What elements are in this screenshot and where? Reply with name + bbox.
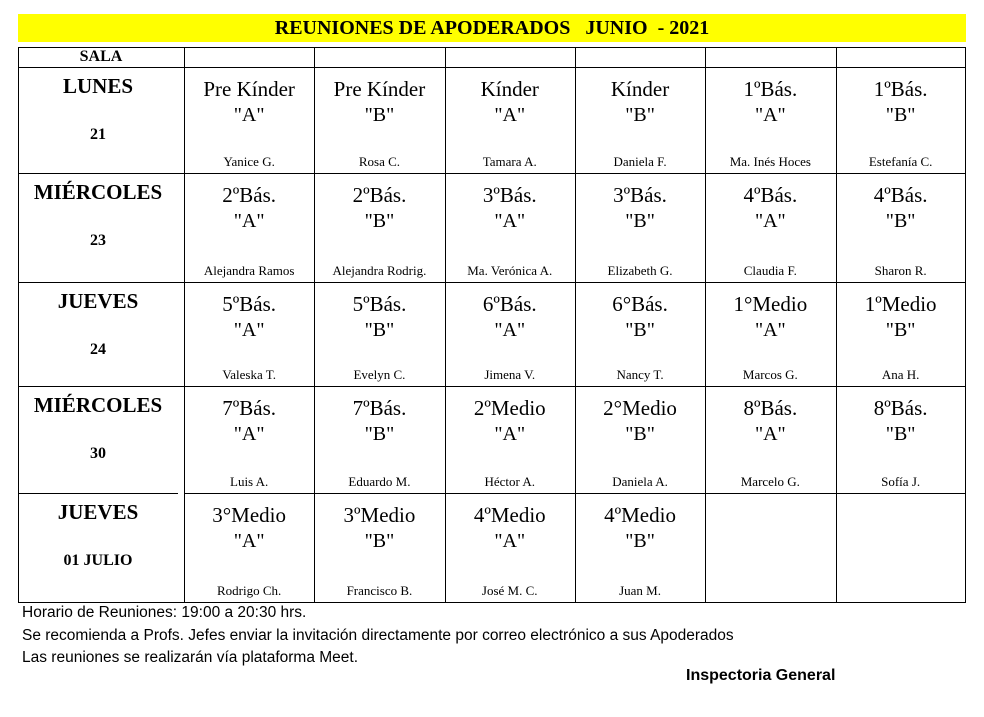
class-section: "B" [364, 104, 395, 126]
class-cell [835, 174, 965, 282]
class-section: "A" [233, 319, 265, 341]
class-section: "B" [885, 210, 916, 232]
row-divider-2 [18, 282, 966, 283]
schedule-row [18, 68, 966, 173]
class-grade: 2ºMedio [473, 396, 546, 420]
day-date: 23 [90, 232, 106, 249]
grid-border-bottom [18, 602, 966, 603]
class-grade: Pre Kínder [333, 77, 426, 101]
class-cell [705, 68, 835, 173]
class-cell [184, 494, 314, 602]
day-cell [18, 494, 184, 602]
class-section: "A" [494, 319, 526, 341]
class-section: "A" [233, 210, 265, 232]
class-grade: 7ºBás. [352, 396, 407, 420]
class-cell [705, 174, 835, 282]
class-teacher: José M. C. [481, 583, 538, 598]
col-divider-6 [836, 47, 837, 603]
day-cell [18, 283, 184, 386]
class-grade: 3ºBás. [613, 183, 667, 207]
class-section: "A" [494, 104, 526, 126]
class-cell [184, 68, 314, 173]
class-grade: 1ºBás. [873, 77, 928, 101]
class-cell [445, 68, 575, 173]
class-section: "B" [625, 530, 655, 552]
schedule-row [18, 494, 966, 602]
row-divider-3 [18, 386, 966, 387]
col-divider-4 [575, 47, 576, 603]
day-cell [18, 174, 184, 282]
col-divider-5 [705, 47, 706, 603]
class-teacher: Daniela F. [613, 154, 667, 169]
class-teacher: Rosa C. [358, 154, 401, 169]
grid-border-top [18, 47, 966, 48]
class-grade: 8ºBás. [743, 396, 798, 420]
class-grade: 6°Bás. [612, 292, 668, 316]
class-grade: 2°Medio [603, 396, 677, 420]
class-cell [575, 494, 705, 602]
col-divider-2 [314, 47, 315, 603]
class-cell [445, 494, 575, 602]
day-name: MIÉRCOLES [33, 393, 163, 417]
class-teacher: Valeska T. [222, 367, 276, 382]
day-name: LUNES [62, 74, 134, 98]
class-teacher: Evelyn C. [353, 367, 406, 382]
class-cell [575, 283, 705, 386]
class-cell [184, 283, 314, 386]
class-teacher: Alejandra Rodrig. [332, 263, 427, 278]
class-cell [705, 387, 835, 493]
class-cell [314, 283, 444, 386]
class-section: "A" [754, 319, 786, 341]
class-grade: 3ºBás. [482, 183, 537, 207]
class-teacher: Daniela A. [612, 474, 668, 489]
class-grade: Kínder [610, 77, 670, 101]
day-name: MIÉRCOLES [33, 180, 163, 204]
header-row-divider [18, 67, 966, 68]
class-section: "B" [364, 530, 395, 552]
class-section: "A" [754, 210, 786, 232]
class-grade: 4ºMedio [473, 503, 546, 527]
class-teacher: Elizabeth G. [607, 263, 673, 278]
class-cell [184, 387, 314, 493]
class-cell [575, 174, 705, 282]
class-section: "B" [885, 319, 916, 341]
class-section: "A" [494, 530, 526, 552]
class-teacher: Marcos G. [742, 367, 798, 382]
class-teacher: Eduardo M. [348, 474, 411, 489]
class-grade: Kínder [480, 77, 539, 101]
day-name: JUEVES [57, 289, 139, 313]
schedule-row [18, 387, 966, 493]
class-cell [184, 174, 314, 282]
class-teacher: Nancy T. [616, 367, 664, 382]
class-section: "A" [754, 104, 786, 126]
note-platform: Las reuniones se realizarán vía plataforma Meet. [22, 649, 359, 666]
class-cell [835, 387, 965, 493]
class-teacher: Ma. Verónica A. [467, 263, 553, 278]
class-cell [835, 283, 965, 386]
col-divider-1 [184, 47, 185, 603]
day-name: JUEVES [57, 500, 139, 524]
class-section: "B" [364, 210, 395, 232]
schedule-row [18, 283, 966, 386]
class-teacher: Ma. Inés Hoces [729, 154, 811, 169]
class-section: "B" [885, 423, 916, 445]
class-cell [705, 283, 835, 386]
class-teacher: Claudia F. [743, 263, 797, 278]
class-teacher: Jimena V. [484, 367, 536, 382]
class-teacher: Luis A. [230, 474, 269, 489]
class-section: "B" [885, 104, 916, 126]
class-teacher: Francisco B. [346, 583, 413, 598]
day-date: 24 [90, 341, 106, 358]
signature: Inspectoria General [686, 667, 836, 684]
class-grade: Pre Kínder [203, 77, 295, 101]
class-grade: 1ºBás. [743, 77, 798, 101]
class-teacher: Alejandra Ramos [203, 263, 295, 278]
day-cell [18, 68, 184, 173]
class-section: "A" [494, 423, 526, 445]
class-grade: 7ºBás. [222, 396, 277, 420]
day-date: 01 JULIO [63, 552, 133, 569]
class-section: "B" [625, 104, 655, 126]
class-grade: 1°Medio [733, 292, 808, 316]
schedule-table [18, 47, 966, 603]
document-title: REUNIONES DE APODERADOS JUNIO - 2021 [18, 14, 966, 42]
class-cell [575, 68, 705, 173]
class-section: "B" [625, 210, 655, 232]
class-section: "B" [364, 319, 395, 341]
class-section: "B" [625, 423, 655, 445]
class-teacher: Rodrigo Ch. [217, 583, 282, 598]
class-teacher: Sharon R. [874, 263, 927, 278]
class-section: "A" [233, 530, 265, 552]
class-cell [705, 494, 835, 602]
class-cell [314, 68, 444, 173]
class-grade: 4ºMedio [604, 503, 676, 527]
col-divider-3 [445, 47, 446, 603]
row-divider-4 [18, 493, 178, 494]
class-grade: 4ºBás. [743, 183, 798, 207]
class-grade: 3ºMedio [343, 503, 416, 527]
class-teacher: Héctor A. [484, 474, 536, 489]
class-section: "B" [364, 423, 395, 445]
grid-border-right [965, 47, 966, 603]
class-teacher: Ana H. [881, 367, 920, 382]
class-section: "A" [233, 104, 265, 126]
class-section: "A" [233, 423, 265, 445]
class-grade: 2ºBás. [352, 183, 407, 207]
class-grade: 5ºBás. [352, 292, 407, 316]
class-cell [835, 68, 965, 173]
class-teacher: Juan M. [619, 583, 661, 598]
class-teacher: Sofía J. [881, 474, 921, 489]
class-cell [835, 494, 965, 602]
class-section: "A" [754, 423, 786, 445]
day-date: 21 [90, 126, 106, 143]
class-grade: 1ºMedio [864, 292, 937, 316]
day-date: 30 [90, 445, 106, 462]
note-recommendation: Se recomienda a Profs. Jefes enviar la invitación directamente por correo electrónico a sus Apoderados [22, 627, 734, 644]
class-cell [314, 174, 444, 282]
schedule-row [18, 174, 966, 282]
class-cell [445, 387, 575, 493]
class-section: "A" [494, 210, 526, 232]
class-grade: 8ºBás. [873, 396, 928, 420]
class-grade: 2ºBás. [222, 183, 277, 207]
class-teacher: Yanice G. [223, 154, 275, 169]
class-cell [575, 387, 705, 493]
class-grade: 6ºBás. [482, 292, 537, 316]
row-divider-1 [18, 173, 966, 174]
class-grade: 5ºBás. [222, 292, 277, 316]
class-teacher: Tamara A. [482, 154, 537, 169]
class-cell [445, 283, 575, 386]
note-schedule: Horario de Reuniones: 19:00 a 20:30 hrs. [22, 604, 307, 621]
class-section: "B" [625, 319, 655, 341]
class-teacher: Marcelo G. [740, 474, 800, 489]
class-grade: 4ºBás. [873, 183, 928, 207]
class-cell [314, 494, 444, 602]
sala-header: SALA [79, 48, 123, 65]
class-teacher: Estefanía C. [868, 154, 933, 169]
class-cell [314, 387, 444, 493]
class-cell [445, 174, 575, 282]
day-cell [18, 387, 184, 493]
class-grade: 3°Medio [212, 503, 287, 527]
grid-border-left [18, 47, 19, 603]
